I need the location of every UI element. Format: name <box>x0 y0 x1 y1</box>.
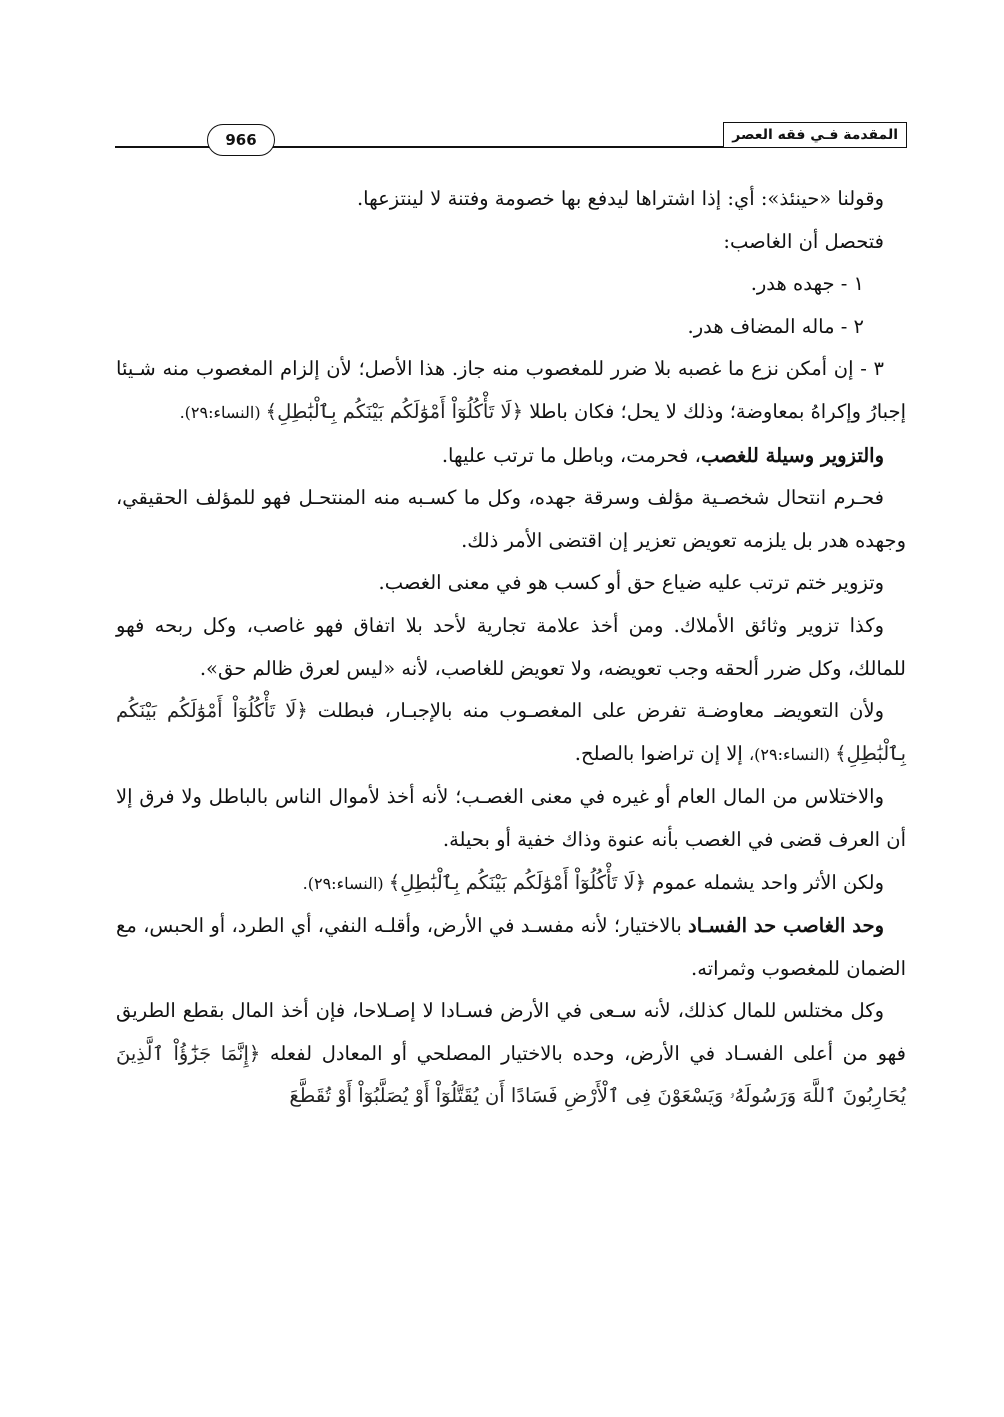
paragraph-text: والاختلاس من المال العام أو غيره في معنى الغصـب؛ لأنه أخذ لأموال الناس بالباطل ولا فرق إلا أن العرف قضى في الغصب بأنه عنوة وذاك خفية أو بحيلة. <box>116 785 906 851</box>
paragraph-p14 <box>116 990 906 1118</box>
paragraph-text: وكل مختلس للمال كذلك، لأنه سـعى في الأرض فسـادا لا إصـلاحا، فإن أخذ المال بقطع الطريق فهو من أعلى الفسـاد في الأرض، وحده بالاختيار المصلحي أو المعادل لفعله <box>116 999 906 1065</box>
paragraph-text: بالاختيار؛ لأنه مفسـد في الأرض، وأقلـه النفي، أي الطرد، أو الحبس، مع الضمان للمغصوب وثمراته. <box>116 914 906 980</box>
paragraph-p8 <box>116 562 906 605</box>
paragraph-p6 <box>116 435 906 478</box>
paragraph-text: ولكن الأثر واحد يشمله عموم <box>646 870 884 894</box>
bold-heading-text: وحد الغاصب حد الفسـاد <box>688 914 885 938</box>
verse-reference: (النساء:٢٩). <box>302 873 389 893</box>
page-number: 966 <box>207 124 275 156</box>
paragraph-text: ٣ - إن أمكن نزع ما غصبه بلا ضرر للمغصوب منه جاز. هذا الأصل؛ لأن إلزام المغصوب منه شـيئا إجبارُ وإكراهُ بمعاوضة؛ وذلك لا يحل؛ فكان باطلا <box>116 357 906 423</box>
quran-verse: ﴿إِنَّمَا جَزَٰٓؤُاْ ٱلَّذِينَ يُحَارِبُونَ ٱللَّهَ وَرَسُولَهُۥ وَيَسْعَوْنَ فِى ٱلْأَرْضِ فَسَادًا أَن يُقَتَّلُوٓاْ أَوْ يُصَلَّبُوٓاْ أَوْ تُقَطَّعَ <box>116 1041 906 1108</box>
verse-reference: (النساء:٢٩)، <box>748 744 836 764</box>
paragraph-p10 <box>116 690 906 776</box>
quran-verse: ﴿لَا تَأْكُلُوٓاْ أَمْوَٰلَكُم بَيْنَكُم بِٱلْبَٰطِلِ﴾ <box>265 399 524 423</box>
paragraph-p4 <box>116 306 906 349</box>
paragraph-text: فحـرم انتحال شخصـية مؤلف وسرقة جهده، وكل ما كسـبه منه المنتحـل فهو للمؤلف الحقيقي، وجهده هدر بل يلزمه تعويض تعزير إن اقتضى الأمر ذلك. <box>116 486 906 552</box>
verse-reference: (النساء:٢٩). <box>179 402 266 422</box>
paragraph-text: ولأن التعويضـ معاوضـة تفرض على المغصـوب منه بالإجبـار، فبطلت <box>307 699 884 723</box>
paragraph-text: ١ - جهده هدر. <box>750 272 864 296</box>
paragraph-p11 <box>116 776 906 861</box>
quran-verse: ﴿لَا تَأْكُلُوٓاْ أَمْوَٰلَكُم بَيْنَكُم بِٱلْبَٰطِلِ﴾ <box>116 699 906 765</box>
paragraph-text: وتزوير ختم ترتب عليه ضياع حق أو كسب هو في معنى الغصب. <box>378 571 884 595</box>
paragraph-text: وكذا تزوير وثائق الأملاك. ومن أخذ علامة تجارية لأحد بلا اتفاق فهو غاصب، وكل ربحه فهو للمالك، وكل ضرر ألحقه وجب تعويضه، ولا تعويض للغاصب، لأنه «ليس لعرق ظالم حق». <box>116 613 906 680</box>
paragraph-p7 <box>116 477 906 562</box>
page-body <box>116 178 906 1118</box>
paragraph-p5 <box>116 348 906 434</box>
paragraph-text: وقولنا «حينئذ»: أي: إذا اشتراها ليدفع بها خصومة وفتنة لا لينتزعها. <box>356 187 884 210</box>
quran-verse: ﴿لَا تَأْكُلُوٓاْ أَمْوَٰلَكُم بَيْنَكُم بِٱلْبَٰطِلِ﴾ <box>388 870 647 894</box>
book-title: المقدمة فـي فقه العصر <box>723 122 907 147</box>
paragraph-text: فتحصل أن الغاصب: <box>723 229 884 253</box>
page-header <box>115 122 907 148</box>
paragraph-text: ، فحرمت، وباطل ما ترتب عليها. <box>441 443 701 467</box>
paragraph-p3 <box>116 263 906 306</box>
paragraph-text: ٢ - ماله المضاف هدر. <box>687 314 864 338</box>
paragraph-p13 <box>116 905 906 990</box>
bold-heading-text: والتزوير وسيلة للغصب <box>700 443 884 467</box>
paragraph-p9 <box>116 605 906 690</box>
paragraph-p12 <box>116 862 906 906</box>
paragraph-p2 <box>116 221 906 264</box>
paragraph-p1 <box>116 178 906 221</box>
paragraph-text: إلا إن تراضوا بالصلح. <box>574 741 749 765</box>
